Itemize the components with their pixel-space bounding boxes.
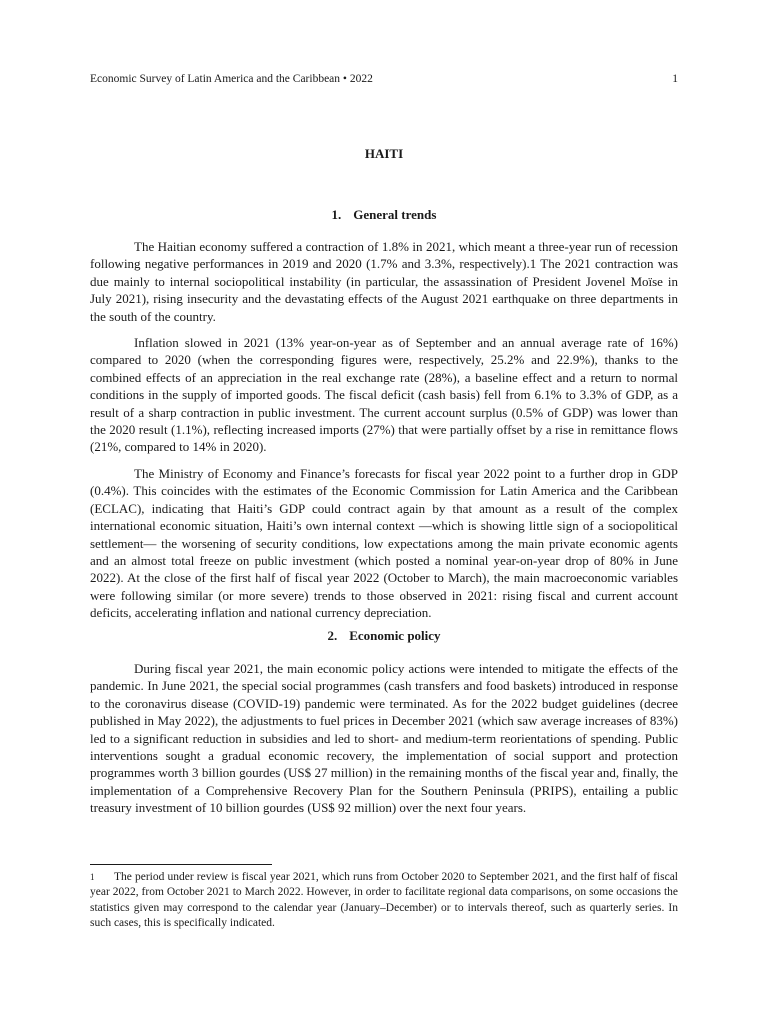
footnote-separator bbox=[90, 864, 272, 865]
section-number: 1. bbox=[331, 207, 342, 222]
footnote bbox=[90, 870, 678, 932]
page-number: 1 bbox=[672, 73, 678, 85]
paragraph-general-trends-2: Inflation slowed in 2021 (13% year-on-year as of September and an annual average rate of 16%) compared to 2020 (when the corresponding figures were, respectively, 25.2% and 22.9%), thanks to the combined effects of an appreciation in the real exchange rate (28%), a baseline effect and a return to normal conditions in the supply of imported goods. The fiscal deficit (cash basis) fell from 6.1% to 3.3% of GDP, as a result of a sharp contraction in public investment. The current account surplus (0.5% of GDP) was lower than the 2020 result (1.1%), reflecting increased imports (27%) that were partially offset by a rise in remittance flows (21%, compared to 14% in 2020). bbox=[90, 335, 678, 455]
section-heading-economic-policy bbox=[0, 628, 768, 644]
paragraph-general-trends-1: The Haitian economy suffered a contraction of 1.8% in 2021, which meant a three-year run of recession following negative performances in 2019 and 2020 (1.7% and 3.3%, respectively).1 The 2021 contraction was due mainly to internal sociopolitical instability (in particular, the assassination of President Jovenel Moïse in July 2021), rising insecurity and the devastating effects of the August 2021 earthquake on three departments in the south of the country. bbox=[90, 239, 678, 324]
section-title: Economic policy bbox=[349, 628, 441, 643]
section-number: 2. bbox=[327, 628, 338, 643]
paragraph-economic-policy-1: During fiscal year 2021, the main economic policy actions were intended to mitigate the effects of the pandemic. In June 2021, the special social programmes (cash transfers and food baskets) introduced in response to the coronavirus disease (COVID-19) pandemic were terminated. As for the 2022 budget guidelines (decree published in May 2022), the adjustments to fuel prices in December 2021 (which saw average increases of 83%) led to a significant reduction in subsidies and led to short- and medium-term reorientations of spending. Public interventions sought a gradual economic recovery, the implementation of social support and protection programmes worth 3 billion gourdes (US$ 27 million) in the remaining months of the fiscal year and, finally, the implementation of a Comprehensive Recovery Plan for the Southern Peninsula (PRIPS), entailing a public treasury investment of 10 billion gourdes (US$ 92 million) over the next four years. bbox=[90, 661, 678, 816]
running-header bbox=[90, 73, 678, 85]
document-title: HAITI bbox=[364, 146, 404, 161]
section-heading-general-trends bbox=[0, 207, 768, 223]
paragraph-general-trends-3: The Ministry of Economy and Finance’s forecasts for fiscal year 2022 point to a further drop in GDP (0.4%). This coincides with the estimates of the Economic Commission for Latin America and the Caribbean (ECLAC), indicating that Haiti’s GDP could contract again by that amount as a result of the complex international economic situation, Haiti’s own internal context —which is showing little sign of a sociopolitical settlement— the worsening of security conditions, low expectations among the main private economic agents and an almost total freeze on public investment (which posted a nominal year-on-year drop of 80% in June 2022). At the close of the first half of fiscal year 2022 (October to March), the main macroeconomic variables were following similar (or more severe) trends to those observed in 2021: rising fiscal and current account deficits, accelerating inflation and national currency depreciation. bbox=[90, 466, 678, 621]
section-title: General trends bbox=[353, 207, 437, 222]
footnote-mark: 1 bbox=[90, 872, 95, 882]
footnote-text: The period under review is fiscal year 2021, which runs from October 2020 to September 2021, and the first half of fiscal year 2022, from October 2021 to March 2022. However, in order to facilitate regional data comparisons, on some occasions the statistics given may correspond to the calendar year (January–December) or to intervals thereof, such as quarterly series. In such cases, this is specifically indicated. bbox=[90, 871, 678, 930]
publication-title: Economic Survey of Latin America and the Caribbean • 2022 bbox=[90, 73, 373, 85]
